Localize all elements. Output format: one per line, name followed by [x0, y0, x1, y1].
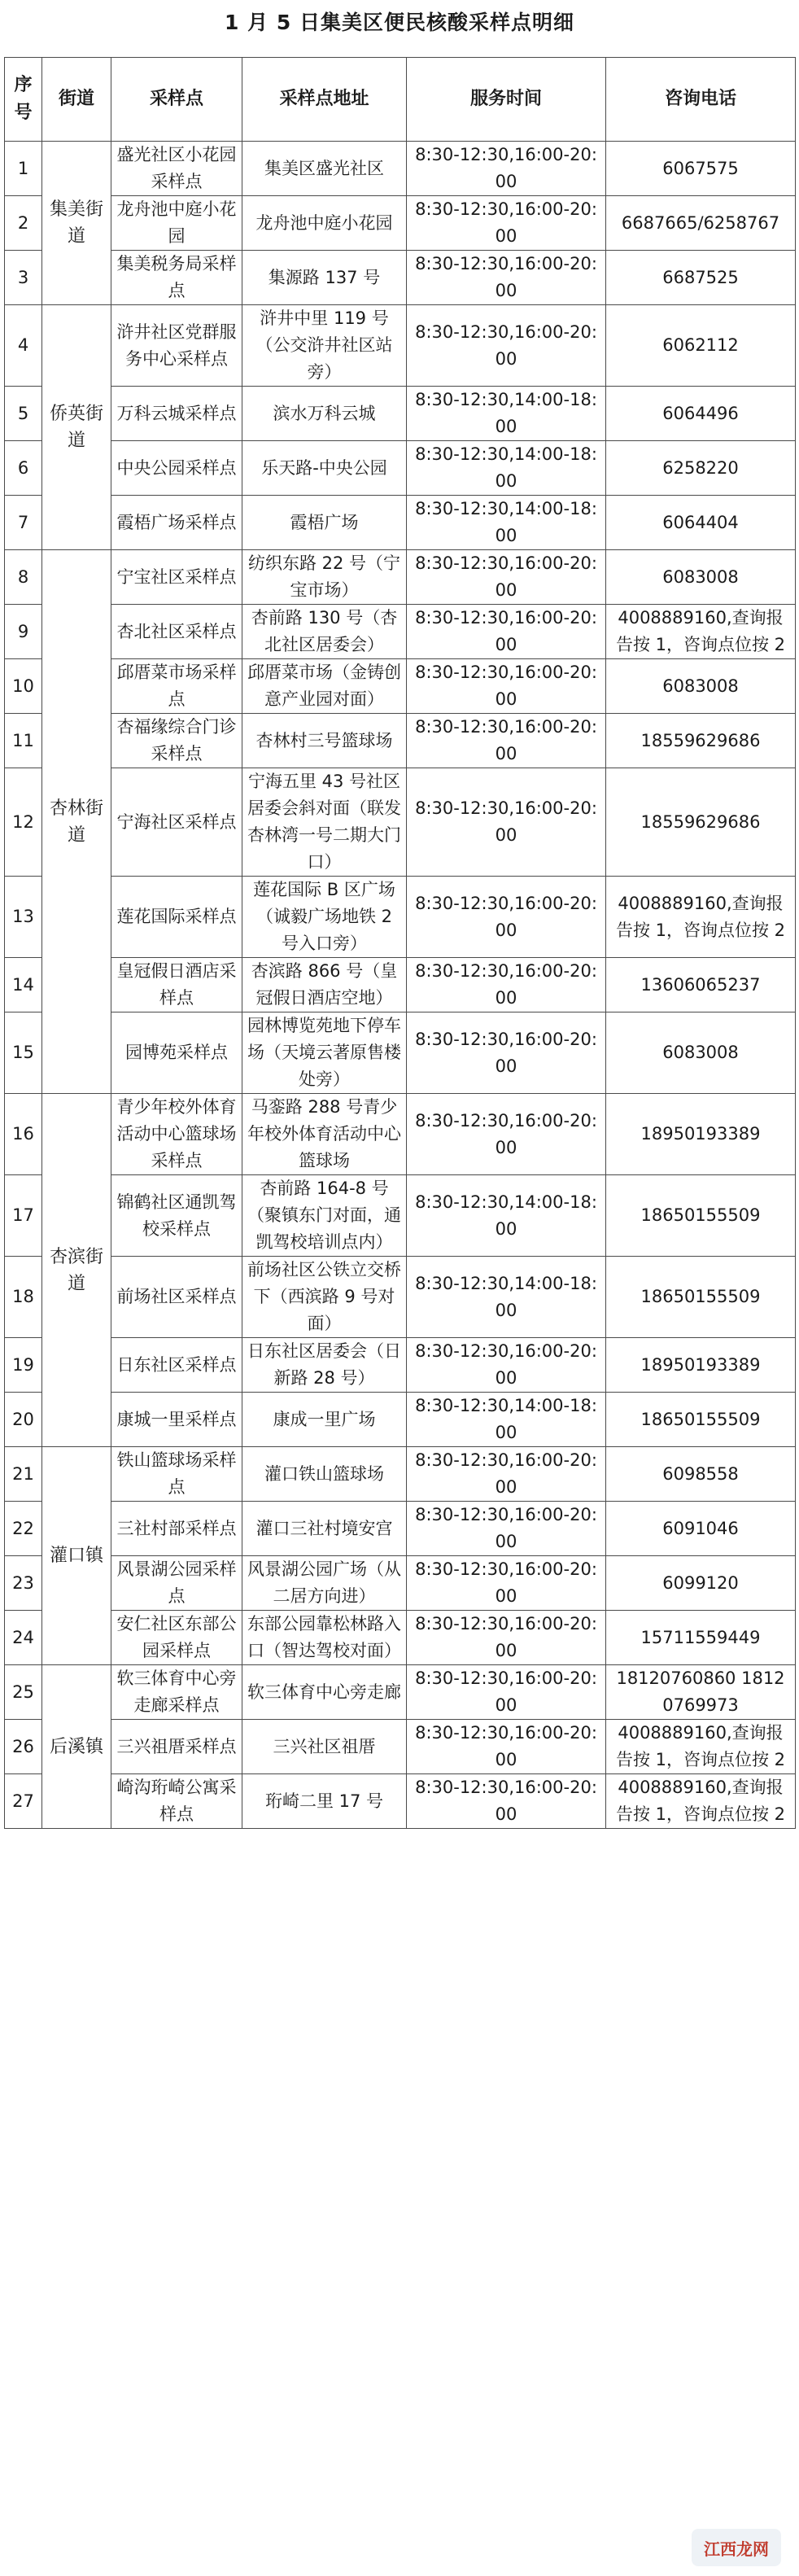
- contact-phone: 6083008: [606, 550, 796, 605]
- service-time: 8:30-12:30,16:00-20:00: [407, 1094, 606, 1175]
- row-number: 23: [5, 1556, 42, 1611]
- header-row: [5, 58, 796, 142]
- service-time: 8:30-12:30,16:00-20:00: [407, 1720, 606, 1774]
- sampling-point: 软三体育中心旁走廊采样点: [111, 1665, 242, 1720]
- contact-phone: 6064404: [606, 496, 796, 550]
- sampling-point: 皇冠假日酒店采样点: [111, 958, 242, 1012]
- sampling-address: 灌口铁山篮球场: [242, 1447, 407, 1502]
- street-cell: 集美街道: [42, 142, 111, 305]
- row-number: 25: [5, 1665, 42, 1720]
- street-cell: 灌口镇: [42, 1447, 111, 1665]
- table-row: [5, 1393, 796, 1447]
- sampling-address: 马銮路 288 号青少年校外体育活动中心篮球场: [242, 1094, 407, 1175]
- contact-phone: 18559629686: [606, 768, 796, 877]
- table-row: [5, 1720, 796, 1774]
- table-row: [5, 1175, 796, 1257]
- table-row: [5, 305, 796, 387]
- contact-phone: 4008889160,查询报告按 1，咨询点位按 2: [606, 1774, 796, 1829]
- service-time: 8:30-12:30,14:00-18:00: [407, 387, 606, 441]
- contact-phone: 6099120: [606, 1556, 796, 1611]
- contact-phone: 18650155509: [606, 1175, 796, 1257]
- sampling-point: 莲花国际采样点: [111, 877, 242, 958]
- watermark: 江西龙网: [692, 2529, 781, 2566]
- row-number: 12: [5, 768, 42, 877]
- table-row: [5, 1502, 796, 1556]
- sampling-address: 杏滨路 866 号（皇冠假日酒店空地）: [242, 958, 407, 1012]
- sampling-point: 杏福缘综合门诊采样点: [111, 714, 242, 768]
- table-header: [5, 58, 796, 142]
- sampling-point: 三社村部采样点: [111, 1502, 242, 1556]
- contact-phone: 4008889160,查询报告按 1，咨询点位按 2: [606, 1720, 796, 1774]
- service-time: 8:30-12:30,14:00-18:00: [407, 1393, 606, 1447]
- service-time: 8:30-12:30,16:00-20:00: [407, 550, 606, 605]
- table-row: [5, 496, 796, 550]
- service-time: 8:30-12:30,16:00-20:00: [407, 768, 606, 877]
- table-row: [5, 1447, 796, 1502]
- sampling-address: 宁海五里 43 号社区居委会斜对面（联发杏林湾一号二期大门口）: [242, 768, 407, 877]
- contact-phone: 6062112: [606, 305, 796, 387]
- row-number: 18: [5, 1257, 42, 1338]
- table-row: [5, 550, 796, 605]
- service-time: 8:30-12:30,16:00-20:00: [407, 1447, 606, 1502]
- sampling-address: 邱厝菜市场（金铸创意产业园对面）: [242, 659, 407, 714]
- row-number: 4: [5, 305, 42, 387]
- contact-phone: 18650155509: [606, 1393, 796, 1447]
- sampling-address: 集源路 137 号: [242, 251, 407, 305]
- table-row: [5, 1665, 796, 1720]
- row-number: 19: [5, 1338, 42, 1393]
- row-number: 3: [5, 251, 42, 305]
- contact-phone: 18650155509: [606, 1257, 796, 1338]
- sampling-point: 安仁社区东部公园采样点: [111, 1611, 242, 1665]
- contact-phone: 6083008: [606, 1012, 796, 1094]
- row-number: 11: [5, 714, 42, 768]
- service-time: 8:30-12:30,16:00-20:00: [407, 142, 606, 196]
- sampling-address: 软三体育中心旁走廊: [242, 1665, 407, 1720]
- table-row: [5, 196, 796, 251]
- sampling-point: 宁宝社区采样点: [111, 550, 242, 605]
- sampling-address: 莲花国际 B 区广场（诚毅广场地铁 2 号入口旁）: [242, 877, 407, 958]
- sampling-point: 园博苑采样点: [111, 1012, 242, 1094]
- table-row: [5, 605, 796, 659]
- table-row: [5, 142, 796, 196]
- sampling-address: 灌口三社村境安宫: [242, 1502, 407, 1556]
- row-number: 13: [5, 877, 42, 958]
- service-time: 8:30-12:30,16:00-20:00: [407, 1665, 606, 1720]
- table-row: [5, 441, 796, 496]
- sampling-address: 东部公园靠松林路入口（智达驾校对面）: [242, 1611, 407, 1665]
- sampling-point: 霞梧广场采样点: [111, 496, 242, 550]
- contact-phone: 18950193389: [606, 1094, 796, 1175]
- contact-phone: 18559629686: [606, 714, 796, 768]
- service-time: 8:30-12:30,16:00-20:00: [407, 251, 606, 305]
- sampling-point: 万科云城采样点: [111, 387, 242, 441]
- row-number: 20: [5, 1393, 42, 1447]
- table-row: [5, 1556, 796, 1611]
- contact-phone: 6083008: [606, 659, 796, 714]
- table-row: [5, 659, 796, 714]
- sampling-point: 集美税务局采样点: [111, 251, 242, 305]
- service-time: 8:30-12:30,16:00-20:00: [407, 605, 606, 659]
- contact-phone: 6064496: [606, 387, 796, 441]
- service-time: 8:30-12:30,16:00-20:00: [407, 1338, 606, 1393]
- street-cell: 后溪镇: [42, 1665, 111, 1829]
- sampling-address: 杏林村三号篮球场: [242, 714, 407, 768]
- row-number: 27: [5, 1774, 42, 1829]
- header-street: 街道: [42, 58, 111, 142]
- sampling-address: 风景湖公园广场（从二居方向进）: [242, 1556, 407, 1611]
- table-row: [5, 877, 796, 958]
- sampling-point: 宁海社区采样点: [111, 768, 242, 877]
- table-row: [5, 768, 796, 877]
- service-time: 8:30-12:30,16:00-20:00: [407, 1774, 606, 1829]
- table-row: [5, 958, 796, 1012]
- service-time: 8:30-12:30,14:00-18:00: [407, 1175, 606, 1257]
- row-number: 26: [5, 1720, 42, 1774]
- sampling-address: 纺织东路 22 号（宁宝市场）: [242, 550, 407, 605]
- sampling-point: 杏北社区采样点: [111, 605, 242, 659]
- row-number: 15: [5, 1012, 42, 1094]
- sampling-address: 前场社区公铁立交桥下（西滨路 9 号对面）: [242, 1257, 407, 1338]
- contact-phone: 6091046: [606, 1502, 796, 1556]
- table-row: [5, 387, 796, 441]
- header-time: 服务时间: [407, 58, 606, 142]
- page-title: 1 月 5 日集美区便民核酸采样点明细: [225, 11, 574, 34]
- service-time: 8:30-12:30,16:00-20:00: [407, 1556, 606, 1611]
- table-row: [5, 1338, 796, 1393]
- table-row: [5, 1774, 796, 1829]
- contact-phone: 4008889160,查询报告按 1，咨询点位按 2: [606, 605, 796, 659]
- sampling-address: 杏前路 164-8 号（聚镇东门对面，通凯驾校培训点内）: [242, 1175, 407, 1257]
- row-number: 1: [5, 142, 42, 196]
- service-time: 8:30-12:30,16:00-20:00: [407, 305, 606, 387]
- service-time: 8:30-12:30,16:00-20:00: [407, 714, 606, 768]
- header-phone: 咨询电话: [606, 58, 796, 142]
- row-number: 9: [5, 605, 42, 659]
- service-time: 8:30-12:30,14:00-18:00: [407, 496, 606, 550]
- header-point: 采样点: [111, 58, 242, 142]
- contact-phone: 6687525: [606, 251, 796, 305]
- header-address: 采样点地址: [242, 58, 407, 142]
- contact-phone: 13606065237: [606, 958, 796, 1012]
- sampling-address: 集美区盛光社区: [242, 142, 407, 196]
- sampling-point: 中央公园采样点: [111, 441, 242, 496]
- table-row: [5, 251, 796, 305]
- service-time: 8:30-12:30,16:00-20:00: [407, 1502, 606, 1556]
- row-number: 21: [5, 1447, 42, 1502]
- sampling-point: 前场社区采样点: [111, 1257, 242, 1338]
- sampling-address: 日东社区居委会（日新路 28 号）: [242, 1338, 407, 1393]
- table-row: [5, 1012, 796, 1094]
- contact-phone: 18120760860 18120769973: [606, 1665, 796, 1720]
- row-number: 10: [5, 659, 42, 714]
- service-time: 8:30-12:30,16:00-20:00: [407, 877, 606, 958]
- sampling-point: 盛光社区小花园采样点: [111, 142, 242, 196]
- service-time: 8:30-12:30,16:00-20:00: [407, 958, 606, 1012]
- row-number: 2: [5, 196, 42, 251]
- row-number: 6: [5, 441, 42, 496]
- contact-phone: 6098558: [606, 1447, 796, 1502]
- service-time: 8:30-12:30,16:00-20:00: [407, 1012, 606, 1094]
- sampling-address: 园林博览苑地下停车场（天境云著原售楼处旁）: [242, 1012, 407, 1094]
- sampling-point: 浒井社区党群服务中心采样点: [111, 305, 242, 387]
- row-number: 22: [5, 1502, 42, 1556]
- sampling-address: 滨水万科云城: [242, 387, 407, 441]
- sampling-address: 浒井中里 119 号（公交浒井社区站旁）: [242, 305, 407, 387]
- row-number: 8: [5, 550, 42, 605]
- sampling-address: 珩崎二里 17 号: [242, 1774, 407, 1829]
- sampling-address: 杏前路 130 号（杏北社区居委会）: [242, 605, 407, 659]
- sampling-point: 三兴祖厝采样点: [111, 1720, 242, 1774]
- row-number: 17: [5, 1175, 42, 1257]
- sampling-point: 崎沟珩崎公寓采样点: [111, 1774, 242, 1829]
- street-cell: 杏滨街道: [42, 1094, 111, 1447]
- table-row: [5, 1257, 796, 1338]
- table-row: [5, 714, 796, 768]
- row-number: 7: [5, 496, 42, 550]
- sampling-point: 锦鹤社区通凯驾校采样点: [111, 1175, 242, 1257]
- sampling-address: 龙舟池中庭小花园: [242, 196, 407, 251]
- sampling-address: 三兴社区祖厝: [242, 1720, 407, 1774]
- service-time: 8:30-12:30,16:00-20:00: [407, 196, 606, 251]
- contact-phone: 18950193389: [606, 1338, 796, 1393]
- row-number: 16: [5, 1094, 42, 1175]
- service-time: 8:30-12:30,16:00-20:00: [407, 1611, 606, 1665]
- service-time: 8:30-12:30,16:00-20:00: [407, 659, 606, 714]
- sampling-point: 邱厝菜市场采样点: [111, 659, 242, 714]
- sampling-point: 日东社区采样点: [111, 1338, 242, 1393]
- row-number: 24: [5, 1611, 42, 1665]
- service-time: 8:30-12:30,14:00-18:00: [407, 441, 606, 496]
- table-body: [5, 142, 796, 1829]
- row-number: 5: [5, 387, 42, 441]
- sampling-address: 乐天路-中央公园: [242, 441, 407, 496]
- table-row: [5, 1094, 796, 1175]
- header-no: 序号: [5, 58, 42, 142]
- contact-phone: 15711559449: [606, 1611, 796, 1665]
- street-cell: 侨英街道: [42, 305, 111, 550]
- sampling-point: 风景湖公园采样点: [111, 1556, 242, 1611]
- sampling-address: 霞梧广场: [242, 496, 407, 550]
- sampling-sites-table: [4, 57, 796, 1829]
- sampling-address: 康成一里广场: [242, 1393, 407, 1447]
- contact-phone: 6687665/6258767: [606, 196, 796, 251]
- contact-phone: 6258220: [606, 441, 796, 496]
- sampling-point: 龙舟池中庭小花园: [111, 196, 242, 251]
- table-row: [5, 1611, 796, 1665]
- street-cell: 杏林街道: [42, 550, 111, 1094]
- contact-phone: 6067575: [606, 142, 796, 196]
- sampling-point: 康城一里采样点: [111, 1393, 242, 1447]
- sampling-point: 青少年校外体育活动中心篮球场采样点: [111, 1094, 242, 1175]
- contact-phone: 4008889160,查询报告按 1，咨询点位按 2: [606, 877, 796, 958]
- row-number: 14: [5, 958, 42, 1012]
- sampling-point: 铁山篮球场采样点: [111, 1447, 242, 1502]
- service-time: 8:30-12:30,14:00-18:00: [407, 1257, 606, 1338]
